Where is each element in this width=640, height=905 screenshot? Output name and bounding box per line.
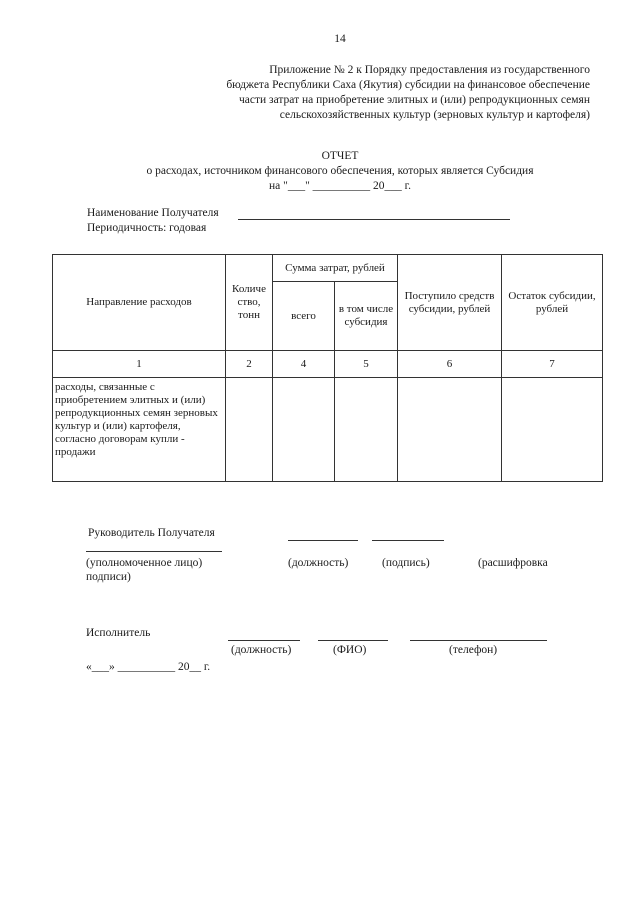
header-direction: Направление расходов xyxy=(53,255,226,351)
recipient-name-line xyxy=(238,219,510,220)
head-of-recipient-label: Руководитель Получателя xyxy=(88,527,215,539)
periodicity: Периодичность: годовая xyxy=(87,222,207,234)
column-number: 4 xyxy=(273,351,335,378)
decoding-label-continued: подписи) xyxy=(86,571,131,583)
header-remain: Остаток субсидии, рублей xyxy=(502,255,603,351)
expense-table xyxy=(52,254,603,482)
header-total: всего xyxy=(273,282,335,351)
column-number: 5 xyxy=(335,351,398,378)
decoding-label: (расшифровка xyxy=(478,557,548,569)
header-incl-subsidy: в том числе субсидия xyxy=(335,282,398,351)
position-label: (должность) xyxy=(288,557,349,569)
signature-label: (подпись) xyxy=(382,557,430,569)
appendix-line-4: сельскохозяйственных культур (зерновых культур и картофеля) xyxy=(279,109,590,121)
signing-date: «___» __________ 20__ г. xyxy=(86,661,211,673)
recipient-label: Наименование Получателя xyxy=(87,207,219,219)
report-subtitle: о расходах, источником финансового обеспечения, которых является Субсидия xyxy=(146,165,534,177)
appendix-line-3: части затрат на приобретение элитных и (или) репродукционных семян xyxy=(238,94,590,106)
executor-fio-line xyxy=(318,640,388,641)
column-number: 2 xyxy=(226,351,273,378)
column-number: 7 xyxy=(502,351,603,378)
appendix-line-2: бюджета Республики Саха (Якутия) субсидии на финансовое обеспечение xyxy=(226,79,590,91)
cell-empty xyxy=(226,378,273,482)
report-title: ОТЧЕТ xyxy=(321,150,359,162)
appendix-line-1: Приложение № 2 к Порядку предоставления из государственного xyxy=(269,64,590,76)
cell-empty xyxy=(335,378,398,482)
header-sum: Сумма затрат, рублей xyxy=(273,255,398,282)
row-expense-text: расходы, связанные с приобретением элитных и (или) репродукционных семян зерновых культур и (или) картофеля, согласно договорам купли - продажи xyxy=(53,378,226,482)
executor-position-label: (должность) xyxy=(231,644,292,656)
executor-label: Исполнитель xyxy=(86,627,151,639)
signature-line xyxy=(372,540,444,541)
executor-phone-label: (телефон) xyxy=(449,644,498,656)
authorized-line xyxy=(86,551,222,552)
position-line xyxy=(288,540,358,541)
cell-empty xyxy=(273,378,335,482)
executor-phone-line xyxy=(410,640,547,641)
executor-fio-label: (ФИО) xyxy=(333,644,367,656)
header-received: Поступило средств субсидии, рублей xyxy=(398,255,502,351)
cell-empty xyxy=(398,378,502,482)
page-number: 14 xyxy=(334,33,346,45)
report-date-line: на "___" __________ 20___ г. xyxy=(269,180,411,192)
header-quantity: Количе ство, тонн xyxy=(226,255,273,351)
column-number: 6 xyxy=(398,351,502,378)
cell-empty xyxy=(502,378,603,482)
authorized-person-label: (уполномоченное лицо) xyxy=(86,557,203,569)
executor-position-line xyxy=(228,640,300,641)
column-number: 1 xyxy=(53,351,226,378)
